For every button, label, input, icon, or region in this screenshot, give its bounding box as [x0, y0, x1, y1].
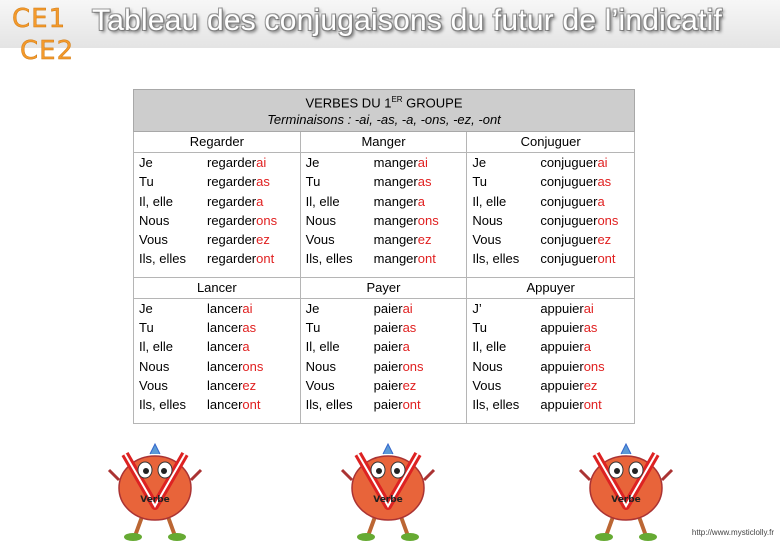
pronoun: Ils, elles	[139, 397, 186, 413]
verb-form	[540, 395, 634, 414]
verb-name: Payer	[301, 278, 468, 298]
verb-conjugation-block	[134, 298, 301, 424]
pronoun: Il, elle	[472, 339, 507, 355]
verb-form	[540, 211, 634, 230]
verbe-mascot	[576, 436, 676, 541]
verb-form	[374, 337, 467, 356]
pronoun: Ils, elles	[472, 397, 520, 413]
verb-stem: conjuguer	[540, 155, 598, 170]
verb-form	[207, 337, 300, 356]
verb-ending: ons	[402, 358, 424, 374]
verb-stem: regarder	[207, 155, 257, 170]
pronoun: Je	[472, 155, 487, 170]
conjugation-table	[133, 89, 635, 424]
pronoun: Il, elle	[472, 193, 507, 209]
verb-ending: ons	[597, 212, 619, 228]
page-title: Tableau des conjugaisons du futur de l’indicatif	[92, 4, 723, 37]
verb-stem: lancer	[207, 377, 243, 393]
verb-conjugation-block	[134, 152, 301, 278]
pronoun: Nous	[472, 358, 503, 374]
pronoun: Nous	[305, 212, 337, 228]
verb-stem: conjuguer	[540, 174, 598, 190]
verb-ending: a	[242, 339, 250, 355]
pronoun: Ils, elles	[472, 251, 520, 267]
verbe-mascot	[338, 436, 438, 541]
pronoun: Vous	[139, 377, 168, 393]
verb-ending: ai	[242, 300, 253, 316]
pronoun: Je	[139, 155, 153, 170]
mascot-label: Verbe	[611, 495, 641, 505]
verb-stem: regarder	[207, 174, 257, 190]
pronoun: Ils, elles	[139, 251, 186, 267]
group-heading	[133, 89, 635, 132]
verb-stem: lancer	[207, 339, 243, 355]
verb-ending: ez	[242, 377, 257, 393]
verb-ending: a	[256, 193, 264, 209]
verb-ending: ont	[242, 397, 261, 413]
pronoun: Ils, elles	[305, 251, 353, 267]
verb-stem: lancer	[207, 397, 243, 413]
verb-stem: lancer	[207, 358, 243, 374]
verb-conjugation-block	[301, 298, 468, 424]
verb-ending: ai	[583, 300, 594, 316]
verb-form	[540, 299, 634, 318]
verb-stem: manger	[373, 232, 418, 248]
pronoun: Je	[305, 300, 320, 316]
verb-form	[374, 299, 467, 318]
verb-ending: ez	[417, 232, 432, 248]
pronoun: Ils, elles	[305, 397, 353, 413]
verb-grid	[133, 132, 635, 424]
verb-name: Lancer	[134, 278, 301, 298]
verb-stem: appuier	[540, 397, 584, 413]
verb-form	[374, 230, 467, 249]
verb-ending: ont	[583, 397, 602, 413]
pronoun: Nous	[472, 212, 503, 228]
verb-ending: ont	[402, 397, 421, 413]
verb-form	[207, 376, 300, 395]
verb-conjugation-block	[467, 152, 634, 278]
verb-ending: ez	[583, 377, 598, 393]
verb-stem: regarder	[207, 251, 257, 267]
verb-ending: as	[242, 320, 257, 336]
verb-name: Manger	[301, 132, 468, 152]
pronoun: Tu	[139, 174, 154, 190]
verb-stem: appuier	[540, 300, 584, 316]
mascot-label: Verbe	[140, 495, 170, 505]
pronoun: Il, elle	[139, 339, 173, 355]
verb-ending: as	[597, 174, 612, 190]
verb-ending: a	[402, 339, 410, 355]
verb-ending: ez	[402, 377, 417, 393]
verb-form	[540, 249, 634, 268]
verb-ending: ez	[597, 232, 612, 248]
pronoun: Nous	[139, 212, 170, 228]
verb-form	[207, 299, 300, 318]
verb-stem: conjuguer	[540, 232, 598, 248]
verb-stem: appuier	[540, 320, 584, 336]
verb-stem: manger	[373, 251, 418, 267]
level-badge-ce2: CE2	[20, 36, 75, 66]
verb-name: Conjuguer	[467, 132, 634, 152]
pronoun: Je	[305, 155, 320, 170]
verb-form	[374, 249, 467, 268]
verb-conjugation-block	[301, 152, 468, 278]
verb-ending: as	[583, 320, 598, 336]
verb-form	[207, 318, 300, 337]
verb-ending: ons	[256, 212, 278, 228]
pronoun: J’	[472, 300, 482, 316]
footer-url: http://www.mysticlolly.fr	[691, 528, 774, 537]
verb-stem: conjuguer	[540, 251, 598, 267]
verb-ending: ons	[583, 358, 605, 374]
pronoun: Tu	[305, 174, 321, 190]
terminaisons-line: Terminaisons : -ai, -as, -a, -ons, -ez, -ont	[267, 112, 501, 128]
verb-form	[207, 192, 300, 211]
pronoun: Nous	[305, 358, 337, 374]
verb-form	[540, 153, 634, 172]
verb-stem: appuier	[540, 377, 584, 393]
pronoun: Tu	[305, 320, 321, 336]
verb-form	[207, 211, 300, 230]
verb-ending: a	[597, 193, 605, 209]
verb-ending: ai	[256, 155, 267, 170]
pronoun: Nous	[139, 358, 170, 374]
verb-ending: a	[583, 339, 591, 355]
verb-ending: as	[417, 174, 432, 190]
verb-ending: ont	[417, 251, 436, 267]
verb-stem: paier	[373, 397, 403, 413]
verb-form	[374, 153, 467, 172]
pronoun: Vous	[139, 232, 168, 248]
verb-ending: ai	[402, 300, 413, 316]
verb-form	[207, 172, 300, 191]
verb-form	[207, 249, 300, 268]
pronoun: Tu	[472, 174, 488, 190]
verb-ending: ez	[256, 232, 270, 248]
verb-ending: ons	[417, 212, 439, 228]
pronoun: Il, elle	[305, 339, 340, 355]
verb-form	[374, 192, 467, 211]
level-badge-ce1: CE1	[12, 4, 67, 34]
pronoun: Vous	[472, 232, 502, 248]
verb-stem: regarder	[207, 232, 257, 248]
verb-stem: manger	[373, 193, 418, 209]
verb-stem: paier	[373, 339, 403, 355]
verb-form	[374, 395, 467, 414]
group-title: VERBES DU 1ER GROUPE	[305, 95, 463, 111]
verb-form	[540, 357, 634, 376]
verb-stem: conjuguer	[540, 193, 598, 209]
pronoun: Vous	[472, 377, 502, 393]
verb-ending: ai	[417, 155, 428, 170]
verb-name: Regarder	[134, 132, 301, 152]
verb-form	[540, 337, 634, 356]
verb-ending: as	[402, 320, 417, 336]
verb-form	[374, 376, 467, 395]
verb-stem: paier	[373, 377, 403, 393]
mascot-label: Verbe	[373, 495, 403, 505]
verb-ending: a	[417, 193, 425, 209]
pronoun: Je	[139, 300, 153, 316]
verb-stem: conjuguer	[540, 212, 598, 228]
pronoun: Vous	[305, 232, 335, 248]
verb-form	[540, 376, 634, 395]
verb-stem: regarder	[207, 212, 257, 228]
verb-form	[207, 395, 300, 414]
verb-stem: paier	[373, 320, 403, 336]
verb-ending: ai	[597, 155, 608, 170]
verbe-mascot	[105, 436, 205, 541]
verb-stem: manger	[373, 174, 418, 190]
verb-form	[207, 357, 300, 376]
verb-conjugation-block	[467, 298, 634, 424]
verb-name: Appuyer	[467, 278, 634, 298]
verb-stem: appuier	[540, 358, 584, 374]
verb-ending: ont	[597, 251, 616, 267]
verb-form	[207, 153, 300, 172]
verb-form	[374, 357, 467, 376]
verb-ending: as	[256, 174, 270, 190]
verb-form	[540, 192, 634, 211]
verb-form	[374, 211, 467, 230]
verb-stem: manger	[373, 212, 418, 228]
verb-form	[540, 230, 634, 249]
pronoun: Il, elle	[305, 193, 340, 209]
verb-stem: lancer	[207, 320, 243, 336]
verb-stem: regarder	[207, 193, 257, 209]
verb-stem: manger	[373, 155, 418, 170]
verb-form	[207, 230, 300, 249]
verb-stem: appuier	[540, 339, 584, 355]
pronoun: Tu	[139, 320, 154, 336]
pronoun: Tu	[472, 320, 488, 336]
verb-ending: ons	[242, 358, 264, 374]
verb-stem: lancer	[207, 300, 243, 316]
pronoun: Vous	[305, 377, 335, 393]
verb-stem: paier	[373, 358, 403, 374]
verb-form	[540, 318, 634, 337]
verb-ending: ont	[256, 251, 275, 267]
verb-form	[374, 172, 467, 191]
verb-form	[374, 318, 467, 337]
verb-form	[540, 172, 634, 191]
pronoun: Il, elle	[139, 193, 173, 209]
verb-stem: paier	[373, 300, 403, 316]
